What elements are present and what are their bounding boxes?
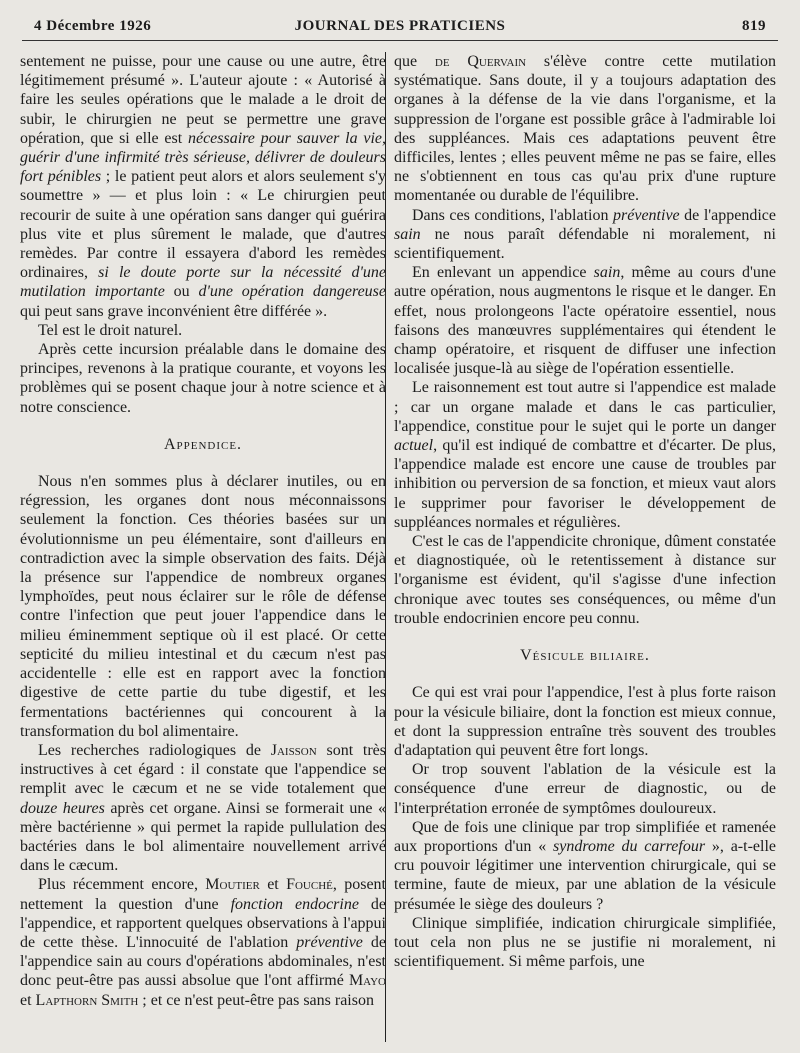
section-heading-appendice: Appendice. <box>163 435 243 453</box>
left-column <box>20 52 386 1010</box>
paragraph: Les recherches radiologiques de Jaisson sont très instructives à cet égard : il constate que l'appendice se remplit avec le cæcum et ne se vide totalement que douze heures après cet organe. Ainsi se formerait une « mère bactérienne » qui permet la rapide pullulation des bactéries dans le bol alimentaire nouvellement arrivé dans le cæcum. <box>20 741 386 875</box>
header-rule <box>22 40 778 41</box>
paragraph: En enlevant un appendice sain, même au cours d'une autre opération, nous augmentons le risque et le danger. En effet, nous prolongeons l'acte opératoire essentiel, nous faisons des manœuvres supplémentaires qui étendent le champ opératoire, et risquent de diffuser une infection localisée jusque-là au siège de l'opération essentielle. <box>394 264 776 378</box>
paragraph: C'est le cas de l'appendicite chronique, dûment constatée et diagnostiquée, où le retentissement à distance sur l'organisme est évident, qu'il s'agisse d'une infection chronique avec toutes ses conséquences, ou même d'un trouble endocrinien encore peu connu. <box>394 533 776 627</box>
paragraph: que de Quervain s'élève contre cette mutilation systématique. Sans doute, il y a toujours adaptation des organes à la défense de la vie dans l'organisme, et la suppression de l'organe est possible grâce à l'admirable loi des suppléances. Mais ces adaptations peuvent être difficiles, lentes ; elles peuvent même ne pas se faire, elles ne s'obtiennent en tous cas qu'au prix d'une rupture momentanée ou durable de l'équilibre. <box>394 53 777 205</box>
paragraph: Après cette incursion préalable dans le domaine des principes, revenons à la pratique courante, et voyons les problèmes qui se posent chaque jour à notre science et à notre conscience. <box>20 341 386 416</box>
paragraph: Que de fois une clinique par trop simplifiée et ramenée aux proportions d'un « syndrome du carrefour », a-t-elle cru pouvoir légitimer une intervention chirurgicale, qui se termine, faute de mieux, par une ablation de la vésicule présumée le siège des douleurs ? <box>394 818 776 913</box>
column-divider <box>385 52 386 1042</box>
paragraph: Nous n'en sommes plus à déclarer inutiles, ou en régression, les organes dont nous méconnaissons seulement la fonction. Ces théories basées sur un évolutionnisme un peu élémentaire, sont d'ailleurs en contradiction avec la simple observation des faits. Déjà la présence sur l'appendice de nombreux organes lymphoïdes, peut nous éclairer sur le rôle de défense contre l'infection que peut jouer l'appendice dans le milieu éminemment septique où il est placé. Or cette septicité du milieu intestinal et du cæcum n'est pas accidentelle : elle est en rapport avec la fonction digestive de cette partie du tube digestif, et les fermentations bactériennes qui concourent à la transformation du bol alimentaire. <box>20 473 386 740</box>
right-column <box>394 52 776 971</box>
paragraph: Or trop souvent l'ablation de la vésicule est la conséquence d'une erreur de diagnostic, ou de l'interprétation erronée de symptômes douloureux. <box>394 761 776 817</box>
section-heading-vesicule: Vésicule biliaire. <box>520 647 650 665</box>
paragraph: sentement ne puisse, pour une cause ou une autre, être légitimement présumé ». L'auteur ajoute : « Autorisé à faire les seules opérations que le malade a le droit de subir, le chirurgien ne peut se permettre une grave opération, que si elle est nécessaire pour sauver la vie, guérir d'une infirmité très sérieuse, délivrer de douleurs fort pénibles ; le patient peut alors et alors seulement s'y soumettre » — et plus loin : « Le chirurgien peut recourir de suite à une opération sans danger qui guérira plus vite et plus sûrement le malade, que d'autres remèdes. Par contre il essayera d'abord les remèdes ordinaires, si le doute porte sur la nécessité d'une mutilation importante ou d'une opération dangereuse qui peut sans grave inconvénient être différée ». <box>20 53 387 320</box>
running-header <box>22 14 778 40</box>
paragraph: Ce qui est vrai pour l'appendice, l'est à plus forte raison pour la vésicule biliaire, dont la fonction est mieux connue, et dont la suppression entraîne très souvent des troubles d'adaptation qui peuvent être fort longs. <box>394 684 776 759</box>
paragraph: Le raisonnement est tout autre si l'appendice est malade ; car un organe malade et dans le cas particulier, l'appendice, constitue pour le sujet qui le porte un danger actuel, qu'il est indiqué de combattre et d'écarter. De plus, l'appendice malade est encore une cause de troubles par inhibition ou perversion de sa fonction, et mieux vaut alors le supprimer pour favoriser le développement de suppléances normales et régulières. <box>394 379 776 531</box>
header-date: 4 Décembre 1926 <box>34 18 152 34</box>
paragraph: Plus récemment encore, Moutier et Fouché, posent nettement la question d'une fonction endocrine de l'appendice, et rapportent quelques observations à l'appui de cette thèse. L'innocuité de l'ablation préventive de l'appendice sain au cours d'opérations abdominales, n'est donc peut-être pas aussi absolue que l'ont affirmé Mayo et Lapthorn Smith ; et ce n'est peut-être pas sans raison <box>20 876 387 1009</box>
paragraph: Tel est le droit naturel. <box>38 321 183 339</box>
paragraph: Clinique simplifiée, indication chirurgicale simplifiée, tout cela non plus ne se justifie ni moralement, ni scientifiquement. Si même parfois, une <box>394 914 776 971</box>
page-number: 819 <box>742 18 766 34</box>
paragraph: Dans ces conditions, l'ablation préventive de l'appendice sain ne nous paraît défendable ni moralement, ni scientifiquement. <box>394 206 777 263</box>
journal-title: JOURNAL DES PRATICIENS <box>294 18 506 34</box>
